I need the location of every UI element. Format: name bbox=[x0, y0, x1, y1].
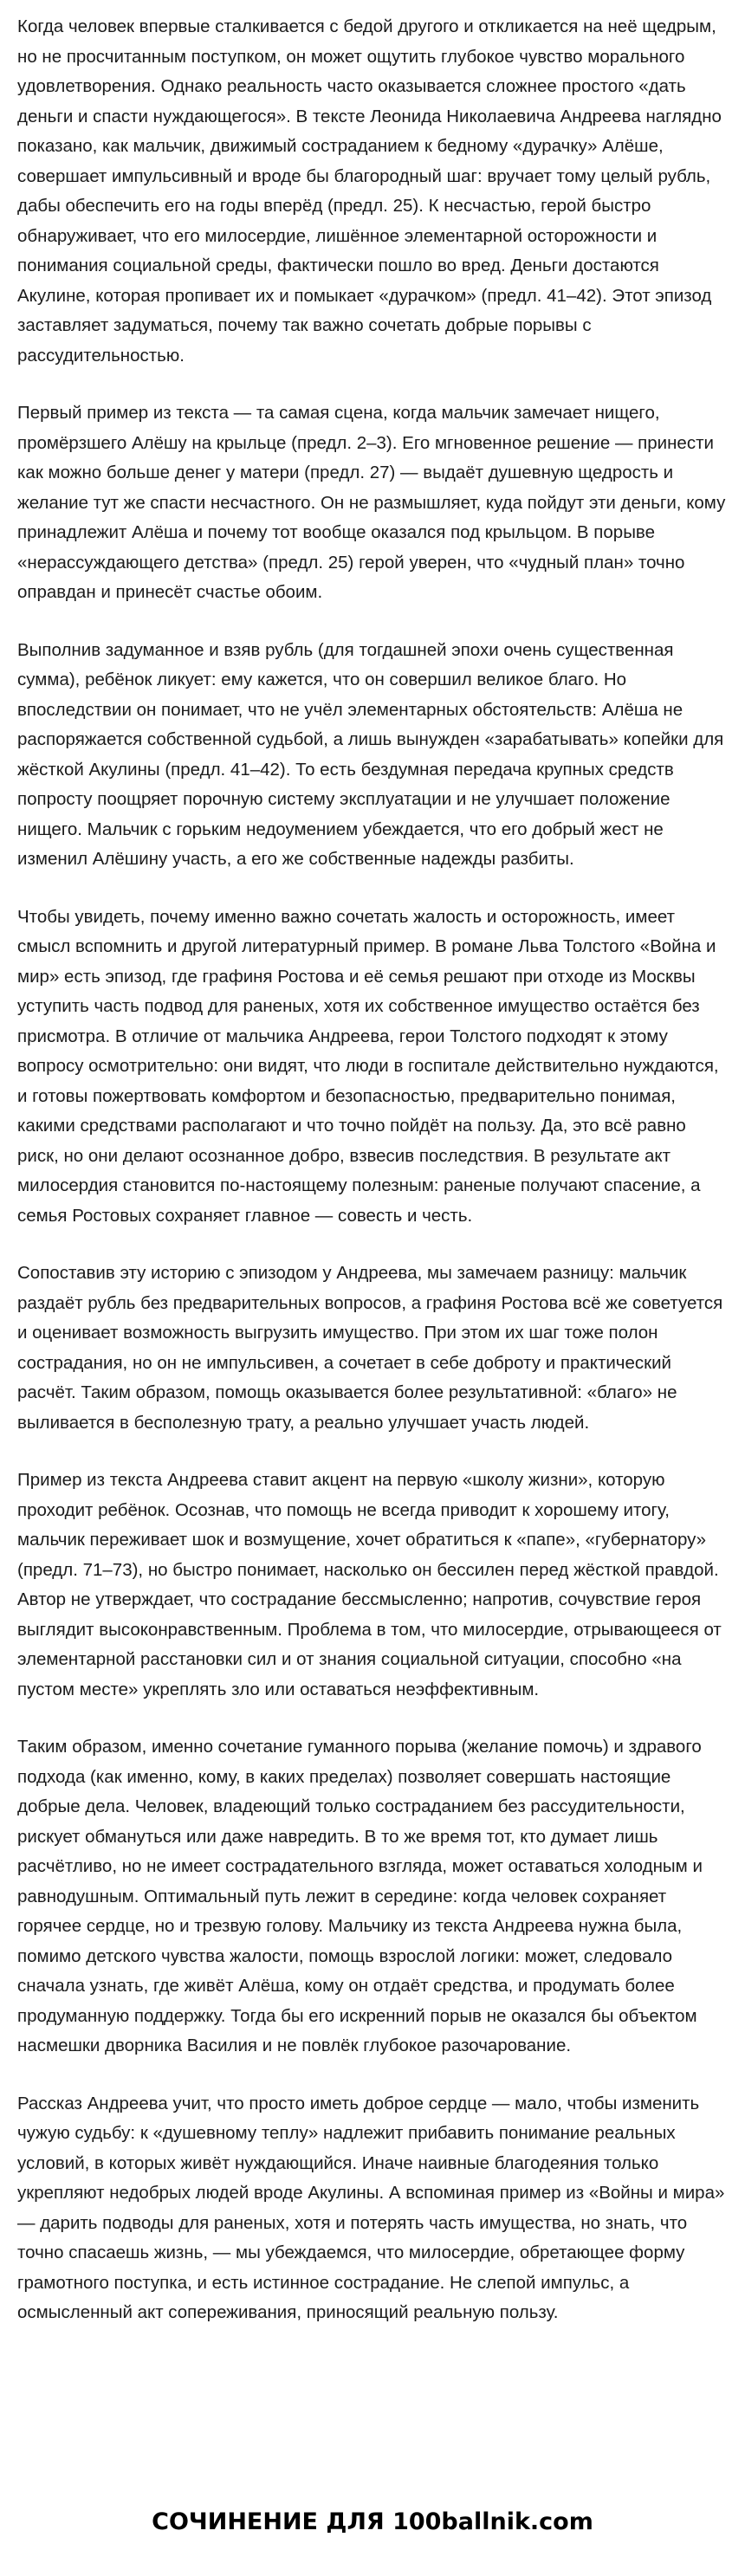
essay-paragraph-7: Таким образом, именно сочетание гуманного порыва (желание помочь) и здравого подхода (как именно, кому, в каких пределах) позволяет совершать настоящие добрые дела. Человек, владеющий только состраданием без рассудительности, рискует обмануться или даже навредить. В то же время тот, кто думает лишь расчётливо, но не имеет сострадательного взгляда, может оставаться холодным и равнодушным. Оптимальный путь лежит в середине: когда человек сохраняет горячее сердце, но и трезвую голову. Мальчику из текста Андреева нужна была, помимо детского чувства жалости, помощь взрослой логики: может, следовало сначала узнать, где живёт Алёша, кому он отдаёт средства, и продумать более продуманную поддержку. Тогда бы его искренний порыв не оказался бы объектом насмешки дворника Василия и не повлёк глубокое разочарование. bbox=[17, 1737, 703, 2055]
essay-paragraph-1: Когда человек впервые сталкивается с бедой другого и откликается на неё щедрым, но не просчитанным поступком, он может ощутить глубокое чувство морального удовлетворения. Однако реальность часто оказывается сложнее простого «дать деньги и спасти нуждающегося». В тексте Леонида Николаевича Андреева наглядно показано, как мальчик, движимый состраданием к бедному «дурачку» Алёше, совершает импульсивный и вроде бы благородный шаг: вручает тому целый рубль, дабы обеспечить его на годы вперёд (предл. 25). К несчастью, герой быстро обнаруживает, что его милосердие, лишённое элементарной осторожности и понимания социальной среды, фактически пошло во вред. Деньги достаются Акулине, которая пропивает их и помыкает «дурачком» (предл. 41–42). Этот эпизод заставляет задуматься, почему так важно сочетать добрые порывы с рассудительностью. bbox=[17, 16, 722, 366]
essay-paragraph-2: Первый пример из текста — та самая сцена, когда мальчик замечает нищего, промёрзшего Алёшу на крыльце (предл. 2–3). Его мгновенное решение — принести как можно больше денег у матери (предл. 27) — выдаёт душевную щедрость и желание тут же спасти несчастного. Он не размышляет, куда пойдут эти деньги, кому принадлежит Алёша и почему тот вообще оказался под крыльцом. В порыве «нерассуждающего детства» (предл. 25) герой уверен, что «чудный план» точно оправдан и принесёт счастье обоим. bbox=[17, 403, 726, 602]
essay-paragraph-6: Пример из текста Андреева ставит акцент на первую «школу жизни», которую проходит ребёнок. Осознав, что помощь не всегда приводит к хорошему итогу, мальчик переживает шок и возмущение, хочет обратиться к «папе», «губернатору» (предл. 71–73), но быстро понимает, насколько он бессилен перед жёсткой правдой. Автор не утверждает, что сострадание бессмысленно; напротив, сочувствие героя выглядит высоконравственным. Проблема в том, что милосердие, отрывающееся от элементарной расстановки сил и от знания социальной ситуации, способно «на пустом месте» укреплять зло или оставаться неэффективным. bbox=[17, 1470, 722, 1699]
essay-paragraph-3: Выполнив задуманное и взяв рубль (для тогдашней эпохи очень существенная сумма), ребёнок ликует: ему кажется, что он совершил великое благо. Но впоследствии он понимает, что не учёл элементарных обстоятельств: Алёша не распоряжается собственной судьбой, а лишь вынужден «зарабатывать» копейки для жёсткой Акулины (предл. 41–42). То есть бездумная передача крупных средств попросту поощряет порочную систему эксплуатации и не улучшает положение нищего. Мальчик с горьким недоумением убеждается, что его добрый жест не изменил Алёшину участь, а его же собственные надежды разбиты. bbox=[17, 639, 724, 869]
essay-paragraph-8: Рассказ Андреева учит, что просто иметь доброе сердце — мало, чтобы изменить чужую судьбу: к «душевному теплу» надлежит прибавить понимание реальных условий, в которых живёт нуждающийся. Иначе наивные благодеяния только укрепляют недобрых людей вроде Акулины. А вспоминая пример из «Войны и мира» — дарить подводы для раненых, хотя и потерять часть имущества, но знать, что точно спасаешь жизнь, — мы убеждаемся, что милосердие, обретающее форму грамотного поступка, и есть истинное сострадание. Не слепой импульс, а осмысленный акт сопереживания, приносящий реальную пользу. bbox=[17, 2093, 725, 2322]
essay-paragraph-5: Сопоставив эту историю с эпизодом у Андреева, мы замечаем разницу: мальчик раздаёт рубль без предварительных вопросов, а графиня Ростова всё же советуется и оценивает возможность выгрузить имущество. При этом их шаг тоже полон сострадания, но он не импульсивен, а сочетает в себе доброту и практический расчёт. Таким образом, помощь оказывается более результативной: «благо» не выливается в бесполезную трату, а реально улучшает участь людей. bbox=[17, 1263, 723, 1433]
essay-body bbox=[17, 12, 728, 2356]
essay-paragraph-4: Чтобы увидеть, почему именно важно сочетать жалость и осторожность, имеет смысл вспомнить и другой литературный пример. В романе Льва Толстого «Война и мир» есть эпизод, где графиня Ростова и её семья решают при отходе из Москвы уступить часть подвод для раненых, хотя их собственное имущество остаётся без присмотра. В отличие от мальчика Андреева, герои Толстого подходят к этому вопросу осмотрительно: они видят, что люди в госпитале действительно нуждаются, и готовы пожертвовать комфортом и безопасностью, предварительно понимая, какими средствами располагают и что точно пойдёт на пользу. Да, это всё равно риск, но они делают осознанное добро, взвесив последствия. В результате акт милосердия становится по-настоящему полезным: раненые получают спасение, а семья Ростовых сохраняет главное — совесть и честь. bbox=[17, 906, 719, 1226]
site-footer-caption: СОЧИНЕНИЕ ДЛЯ 100ballnik.com bbox=[152, 2508, 593, 2535]
